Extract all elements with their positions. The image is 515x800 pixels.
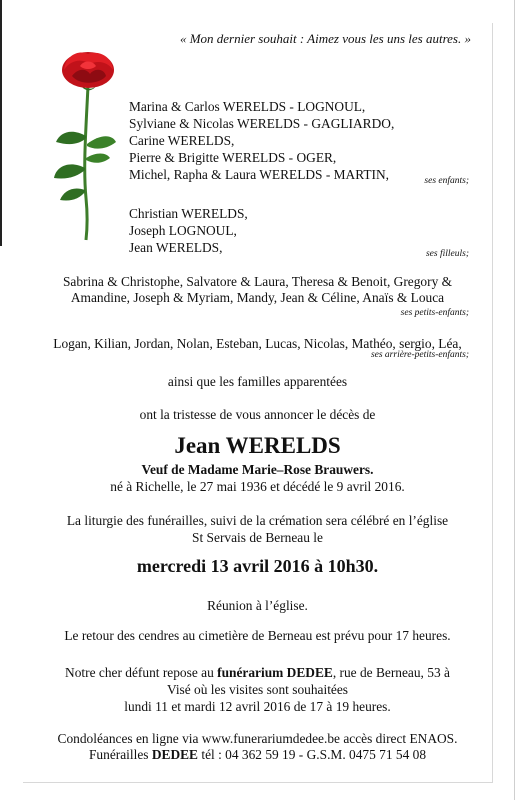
funeral-contact: tél : 04 362 59 19 - G.S.M. 0475 71 54 08 (201, 747, 427, 762)
liturgy-line: St Servais de Berneau le (192, 530, 323, 545)
birth-death-line: né à Richelle, le 27 mai 1936 et décédé le 9 avril 2016. (110, 479, 405, 494)
condolences-line: Condoléances en ligne via www.funerariumdedee.be accès direct ENAOS. (57, 731, 458, 746)
rest-suffix: , rue de Berneau, 53 à (332, 665, 450, 680)
godchild-name: Christian WERELDS, (129, 206, 248, 221)
rest-line: Visé où les visites sont souhaitées (166, 682, 349, 697)
ceremony-date: mercredi 13 avril 2016 à 10h30. (136, 556, 379, 576)
great-grandchildren-line: Logan, Kilian, Jordan, Nolan, Esteban, Lucas, Nicolas, Mathéo, sergio, Léa, (53, 336, 462, 351)
children-name: Carine WERELDS, (129, 133, 235, 148)
left-border-line (0, 0, 2, 246)
godchildren-label: ses filleuls; (425, 249, 469, 259)
funerarium-name: funérarium DEDEE (217, 665, 333, 680)
families-line: ainsi que les familles apparentées (167, 374, 348, 389)
godchildren-list (129, 205, 248, 256)
children-name: Marina & Carlos WERELDS - LOGNOUL, (129, 99, 366, 114)
funeral-prefix: Funérailles (88, 747, 149, 762)
children-label: ses enfants; (424, 176, 469, 186)
deceased-name: Jean WERELDS (174, 433, 341, 458)
rest-line (0, 665, 515, 681)
great-grandchildren-label: ses arrière-petits-enfants; (370, 350, 469, 360)
visiting-hours-line: lundi 11 et mardi 12 avril 2016 de 17 à 19 heures. (124, 699, 391, 714)
red-rose-image (50, 48, 125, 243)
grandchildren-line: Amandine, Joseph & Myriam, Mandy, Jean & Céline, Anaïs & Louca (70, 290, 445, 305)
godchild-name: Joseph LOGNOUL, (129, 223, 237, 238)
liturgy-line: La liturgie des funérailles, suivi de la crémation sera célébré en l’église (66, 513, 449, 528)
children-name: Michel, Rapha & Laura WERELDS - MARTIN, (129, 167, 390, 182)
meeting-line: Réunion à l’église. (207, 598, 308, 613)
children-list (129, 98, 394, 183)
godchild-name: Jean WERELDS, (129, 240, 223, 255)
funeral-brand: DEDEE (151, 747, 198, 762)
grandchildren-label: ses petits-enfants; (400, 308, 469, 318)
children-name: Pierre & Brigitte WERELDS - OGER, (129, 150, 337, 165)
ashes-line: Le retour des cendres au cimetière de Berneau est prévu pour 17 heures. (64, 628, 451, 643)
announcement-line: ont la tristesse de vous annoncer le décès de (139, 407, 376, 422)
epigraph-quote: « Mon dernier souhait : Aimez vous les uns les autres. » (179, 31, 471, 46)
widower-line: Veuf de Madame Marie–Rose Brauwers. (141, 462, 374, 477)
children-name: Sylviane & Nicolas WERELDS - GAGLIARDO, (129, 116, 395, 131)
grandchildren-line: Sabrina & Christophe, Salvatore & Laura, Theresa & Benoit, Gregory & (62, 274, 453, 289)
funeral-contact-line (0, 747, 515, 763)
rest-prefix: Notre cher défunt repose au (65, 665, 214, 680)
